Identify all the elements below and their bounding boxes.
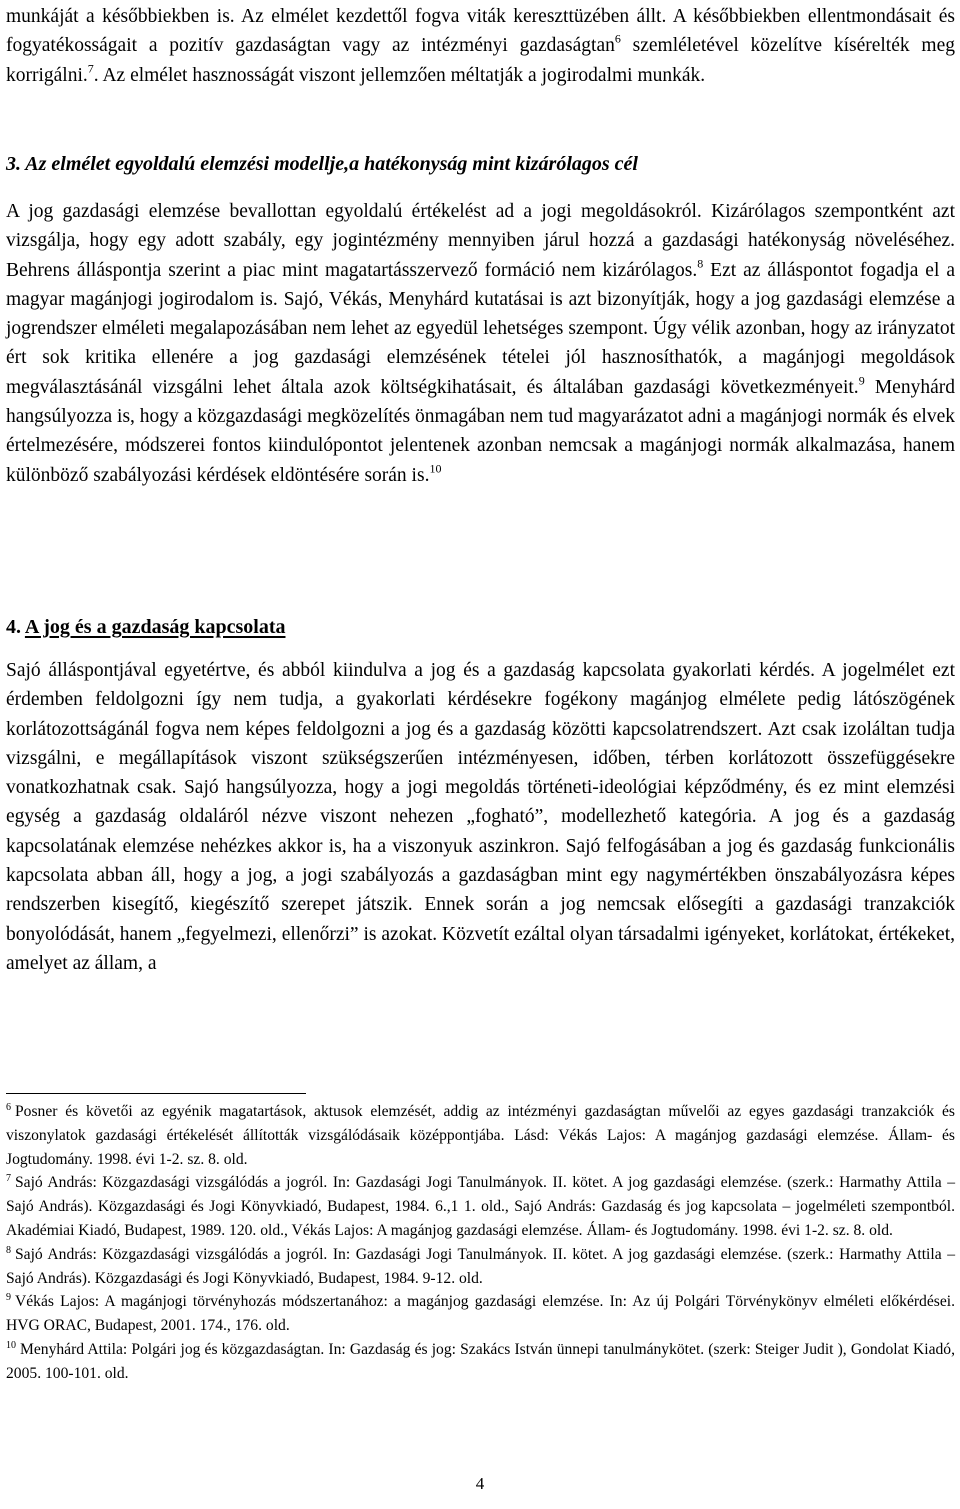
paragraph-text: Ezt az álláspontot fogadja el a magyar magánjogi jogirodalom is. Sajó, Vékás, Menyhárd kutatásai is azt bizonyítják, hogy a jog gazdasági elemzése a jogrendszer elméleti megalapozásában nem lehet az egyedül lehetséges szempont. Úgy vélik azonban, hogy az irányzatot ért sok kritika ellenére a jog gazdasági elemzésének tételei jól hasznosíthatók, a magánjogi megoldások megválasztásánál vizsgálni lehet általa azok költségkihatásait, és általában gazdasági következményeit.	[6, 259, 955, 398]
footnote-ref[interactable]: 10	[429, 461, 442, 476]
footnotes	[6, 1100, 955, 1386]
footnote-8	[6, 1243, 955, 1291]
footnote-ref[interactable]: 7	[87, 61, 94, 76]
footnote-9	[6, 1290, 955, 1338]
footnote-text: Posner és követői az egyénik magatartások, aktusok elemzését, addig az intézményi gazdaságtan művelői az egyes gazdasági tranzakciók és viszonylatok gazdasági értékelését állították vizsgálódásaik középpontjába. Lásd: Vékás Lajos: A magánjog gazdasági elemzése. Állam- és Jogtudomány. 1998. évi 1-2. sz. 8. old.	[6, 1103, 955, 1168]
footnote-text: Menyhárd Attila: Polgári jog és közgazdaságtan. In: Gazdaság és jog: Szakács István ünnepi tanulmánykötet. (szerk: Steiger Judit ), Gondolat Kiadó, 2005. 100-101. old.	[6, 1340, 955, 1382]
footnote-ref[interactable]: 6	[614, 31, 621, 46]
footnote-number: 6	[6, 1102, 11, 1113]
paragraph-intro	[6, 2, 955, 90]
footnote-10	[6, 1338, 955, 1386]
paragraph-text: Menyhárd hangsúlyozza is, hogy a közgazdasági megközelítés önmagában nem tud magyarázatot adni a magánjogi normák és elvek értelmezésére, módszerei fontos kiindulópontot jelentenek azonban nemcsak a magánjogi normák alkalmazása, hanem különböző szabályozási kérdések eldöntésére során is.	[6, 376, 955, 486]
footnote-7	[6, 1171, 955, 1242]
section-number: 4.	[6, 616, 21, 638]
section-4-paragraph: Sajó álláspontjával egyetértve, és abból kiindulva a jog és a gazdaság kapcsolata gyakorlati kérdés. A jogelmélet ezt érdemben feldolgozni így nem tudja, a gyakorlati kérdésekre fogékony magánjog elmélete pedig látószögének korlátozottságánál fogva nem képes feldolgozni a jog és a gazdaság közötti kapcsolatrendszert. Azt csak izoláltan tudja vizsgálni, e megállapítások viszont szükségszerűen intézményesen, időben, térben korlátozott összefüggésekre vonatkozhatnak csak. Sajó hangsúlyozza, hogy a jogi megoldás történeti-ideológiai képződmény, és ez mint elemzési egység a gazdaság oldaláról nézve viszont nehezen „fogható”, modellezhető kategória. A jog és a gazdaság kapcsolatának elemzése nehézkes akkor is, ha a viszonyuk aszinkron. Sajó felfogásában a jog és gazdaság funkcionális kapcsolata abban áll, hogy a jog, a jogi szabályozás a gazdaságban mint egy nagymértékben önszabályozásra képes rendszerben kisegítő, kiegészítő szerepet játszik. Ennek során a jog nemcsak elősegíti a gazdasági tranzakciók bonyolódását, hanem „fegyelmezi, ellenőrzi” is azokat. Közvetít ezáltal olyan társadalmi igényeket, korlátokat, értékeket, amelyet az állam, a	[6, 660, 955, 974]
footnote-number: 9	[6, 1292, 11, 1304]
footnote-separator	[6, 1093, 306, 1094]
footnote-number: 10	[6, 1339, 16, 1351]
footnote-number: 7	[6, 1173, 11, 1185]
paragraph-text: munkáját a későbbiekben is. Az elmélet kezdettől fogva viták kereszttüzében állt. A későbbiekben ellentmondásait és fogyatékosságait a pozitív gazdaságtan vagy az intézményi gazdaságtan	[6, 6, 955, 57]
paragraph-text: A jog gazdasági elemzése bevallottan egyoldalú értékelést ad a jogi megoldásokról. Kizárólagos szempontként azt vizsgálja, hogy egy adott szabály, egy jogintézmény mennyiben járul hozzá a gazdasági hatékonyság növeléséhez. Behrens álláspontja szerint a piac mint magatartásszervező formáció nem kizárólagos.	[6, 201, 955, 281]
section-4-heading	[6, 616, 955, 639]
footnote-6	[6, 1100, 955, 1171]
section-title: A jog és a gazdaság kapcsolata	[24, 616, 286, 638]
footnote-ref[interactable]: 8	[697, 256, 704, 271]
page-number: 4	[475, 1474, 485, 1493]
paragraph-text: szemléletével közelítve kísérelték meg korrigálni.	[6, 35, 955, 86]
section-3-paragraph	[6, 197, 955, 490]
footnote-text: Sajó András: Közgazdasági vizsgálódás a jogról. In: Gazdasági Jogi Tanulmányok. II. kötet. A jog gazdasági elemzése. (szerk.: Harmathy Attila – Sajó András). Közgazdasági és Jogi Könyvkiadó, Budapest, 1984. 6.,1 1. old., Sajó András: Gazdaság és jog kapcsolata – jogelméleti szempontból. Akadémiai Kiadó, Budapest, 1989. 120. old., Vékás Lajos: A magánjog gazdasági elemzése. Állam- és Jogtudomány. 1998. évi 1-2. sz. 8. old.	[6, 1174, 955, 1239]
footnote-ref[interactable]: 9	[858, 373, 865, 388]
section-3-heading: 3. Az elmélet egyoldalú elemzési modellje,a hatékonyság mint kizárólagos cél	[6, 153, 638, 175]
footnote-text: Vékás Lajos: A magánjogi törvényhozás módszertanához: a magánjog gazdasági elemzése. In: Az új Polgári Törvénykönyv elméleti előkérdései. HVG ORAC, Budapest, 2001. 174., 176. old.	[6, 1293, 955, 1335]
paragraph-text: . Az elmélet hasznosságát viszont jellemzően méltatják a jogirodalmi munkák.	[93, 64, 706, 86]
footnote-number: 8	[6, 1244, 11, 1256]
footnote-text: Sajó András: Közgazdasági vizsgálódás a jogról. In: Gazdasági Jogi Tanulmányok. II. kötet. A jog gazdasági elemzése. (szerk.: Harmathy Attila – Sajó András). Közgazdasági és Jogi Könyvkiadó, Budapest, 1984. 9-12. old.	[6, 1245, 955, 1287]
